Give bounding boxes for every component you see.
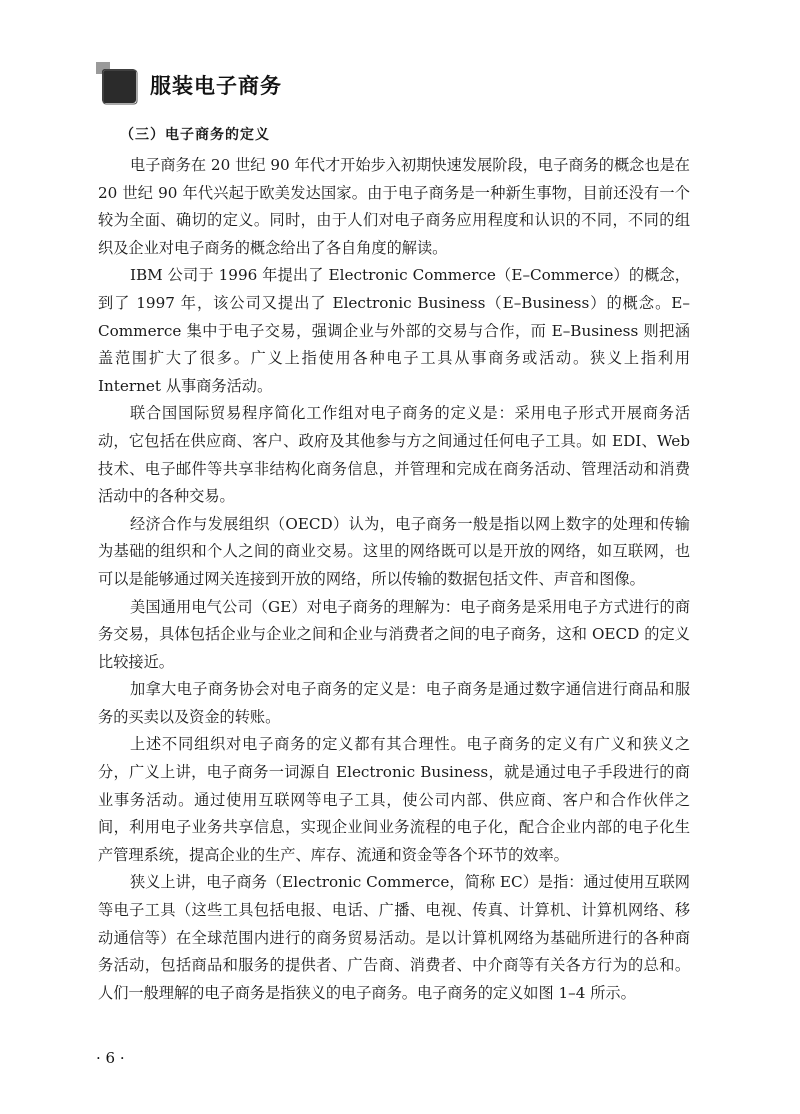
section-heading: （三）电子商务的定义 — [120, 127, 270, 143]
paragraph: 经济合作与发展组织（OECD）认为，电子商务一般是指以网上数字的处理和传输为基础的组织和个人之间的商业交易。这里的网络既可以是开放的网络，如互联网，也可以是能够通过网关连接到开放的网络，所以传输的数据包括文件、声音和图像。 — [98, 514, 690, 588]
paragraph: 联合国国际贸易程序简化工作组对电子商务的定义是：采用电子形式开展商务活动，它包括在供应商、客户、政府及其他参与方之间通过任何电子工具。如 EDI、Web 技术、电子邮件等共享非结构化商务信息，并管理和完成在商务活动、管理活动和消费活动中的各种交易。 — [98, 404, 690, 506]
page-number: · 6 · — [96, 1049, 125, 1067]
paragraph: 狭义上讲，电子商务（Electronic Commerce，简称 EC）是指：通过使用互联网等电子工具（这些工具包括电报、电话、广播、电视、传真、计算机、计算机网络、移动通信等）在全球范围内进行的商务贸易活动。是以计算机网络为基础所进行的各种商务活动，包括商品和服务的提供者、广告商、消费者、中介商等有关各方行为的总和。人们一般理解的电子商务是指狭义的电子商务。电子商务的定义如图 1–4 所示。 — [98, 873, 690, 1002]
book-logo-icon — [94, 60, 144, 110]
paragraph: 上述不同组织对电子商务的定义都有其合理性。电子商务的定义有广义和狭义之分，广义上讲，电子商务一词源自 Electronic Business，就是通过电子手段进行的商业事务活动。通过使用互联网等电子工具，使公司内部、供应商、客户和合作伙伴之间，利用电子业务共享信息，实现企业间业务流程的电子化，配合企业内部的电子化生产管理系统，提高企业的生产、库存、流通和资金等各个环节的效率。 — [98, 735, 690, 864]
page-body — [98, 124, 690, 1007]
paragraph: 加拿大电子商务协会对电子商务的定义是：电子商务是通过数字通信进行商品和服务的买卖以及资金的转账。 — [98, 680, 690, 726]
paragraph: 美国通用电气公司（GE）对电子商务的理解为：电子商务是采用电子方式进行的商务交易，具体包括企业与企业之间和企业与消费者之间的电子商务，这和 OECD 的定义比较接近。 — [98, 597, 690, 671]
book-title: 服装电子商务 — [150, 74, 282, 98]
paragraph: 电子商务在 20 世纪 90 年代才开始步入初期快速发展阶段，电子商务的概念也是在 20 世纪 90 年代兴起于欧美发达国家。由于电子商务是一种新生事物，目前还没有一个较为全面、确切的定义。同时，由于人们对电子商务应用程度和认识的不同，不同的组织及企业对电子商务的概念给出了各自角度的解读。 — [98, 156, 690, 257]
page-header — [94, 60, 694, 110]
paragraph: IBM 公司于 1996 年提出了 Electronic Commerce（E–Commerce）的概念，到了 1997 年，该公司又提出了 Electronic Business（E–Business）的概念。E–Commerce 集中于电子交易，强调企业与外部的交易与合作，而 E–Business 则把涵盖范围扩大了很多。广义上指使用各种电子工具从事商务或活动。狭义上指利用 Internet 从事商务活动。 — [98, 266, 690, 395]
